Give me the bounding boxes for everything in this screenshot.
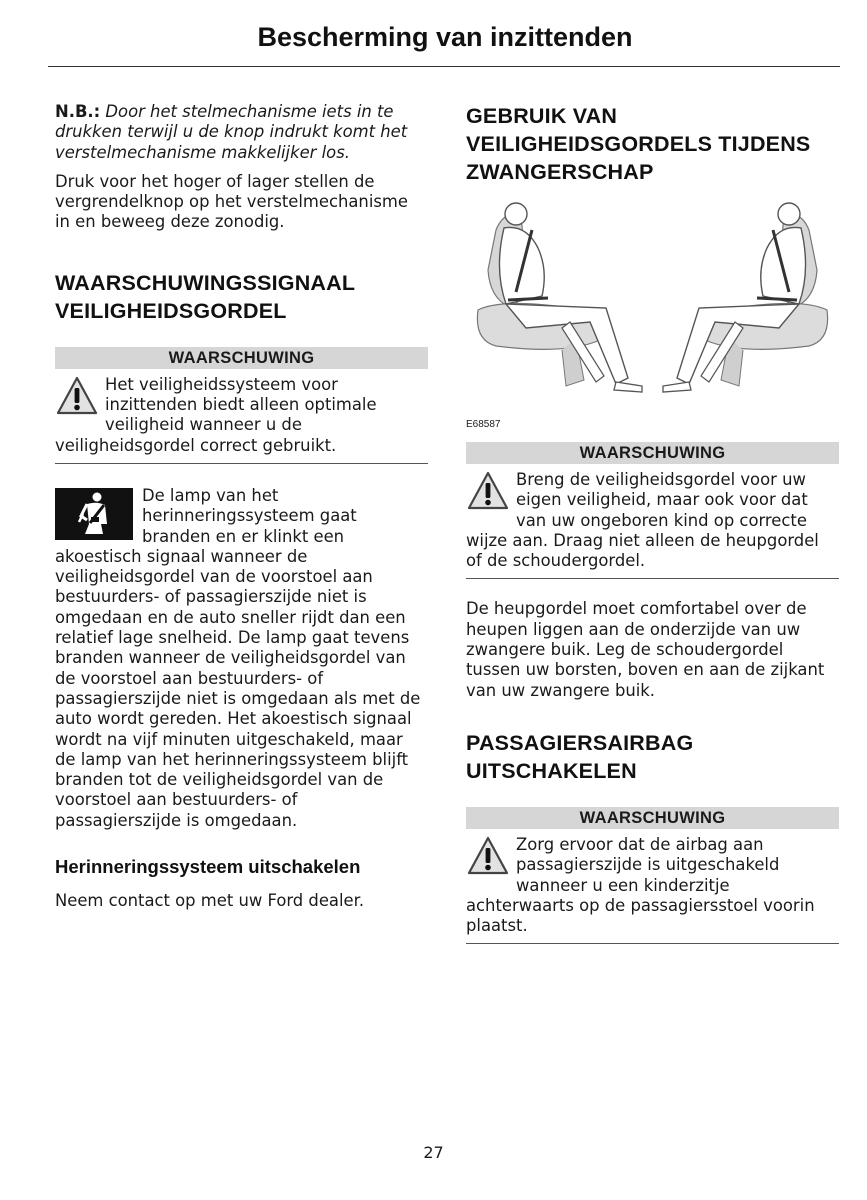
left-seat-figure (477, 203, 642, 392)
warning-text: Het veiligheidssysteem voor inzittenden biedt alleen optimale veiligheid wanneer u de veiligheidsgordel correct gebruikt. (55, 374, 377, 455)
adjust-paragraph: Druk voor het hoger of lager stellen de vergrendelknop op het verstelmechanisme in en beweeg deze zonodig. (55, 171, 408, 232)
right-column (466, 102, 839, 944)
right-seat-figure (663, 203, 828, 392)
left-column (55, 102, 428, 911)
page-title: Bescherming van inzittenden (257, 22, 633, 52)
pregnancy-seatbelt-illustration (466, 200, 839, 415)
lamp-block (55, 486, 428, 831)
warning-block-3 (466, 807, 839, 944)
page-number: 27 (423, 1143, 444, 1162)
warning-block-2 (466, 442, 839, 579)
section-title-pregnancy: GEBRUIK VAN VEILIGHEIDSGORDELS TIJDENS ZWANGERSCHAP (466, 104, 811, 184)
warning-triangle-icon (466, 470, 510, 512)
header-divider (48, 66, 840, 67)
warning-text: Breng de veiligheidsgordel voor uw eigen veiligheid, maar ook voor dat van uw ongeboren kind op correcte wijze aan. Draag niet alleen de heupgordel of de schoudergordel. (466, 470, 819, 571)
lamp-paragraph: De lamp van het herinneringssysteem gaat branden en er klinkt een akoestisch signaal wanneer de veiligheidsgordel van de voorstoel aan bestuurders- of passagierszijde niet is omgedaan en de auto sneller rijdt dan een relatief lage snelheid. De lamp gaat tevens branden wanneer de veiligheidsgordel van de voorstoel aan bestuurders- of passagierszijde niet is omgedaan als met de auto wordt gereden. Het akoestisch signaal wordt na vijf minuten uitgeschakeld, maar de lamp van het herinneringssysteem blijft branden tot de veiligheidsgordel van de voorstoel aan bestuurders- of passagierszijde is omgedaan. (55, 485, 421, 830)
seatbelt-reminder-icon (55, 488, 133, 540)
pregnancy-paragraph: De heupgordel moet comfortabel over de heupen liggen aan de onderzijde van uw zwangere buik. Leg de schoudergordel tussen uw borsten, boven en aan de zijkant van uw zwangere buik. (466, 599, 825, 700)
note (55, 102, 428, 163)
warning-text: Zorg ervoor dat de airbag aan passagierszijde is uitgeschakeld wanneer u een kinderzitje achterwaarts op de passagiersstoel voorin plaatst. (466, 834, 815, 936)
warning-triangle-icon (55, 375, 99, 417)
note-text: Door het stelmechanisme iets in te drukken terwijl u de knop indrukt komt het verstelmechanisme makkelijker los. (55, 102, 408, 162)
warning-header: WAARSCHUWING (55, 347, 428, 369)
figure-code: E68587 (466, 419, 501, 430)
warning-content (466, 464, 839, 579)
section-title-airbag: PASSAGIERSAIRBAG UITSCHAKELEN (466, 730, 694, 783)
warning-header: WAARSCHUWING (466, 807, 839, 829)
warning-block-1 (55, 347, 428, 464)
warning-header: WAARSCHUWING (466, 442, 839, 464)
warning-triangle-icon (466, 835, 510, 877)
warning-content (55, 369, 428, 464)
subsection-title-reminder-off: Herinneringssysteem uitschakelen (55, 856, 361, 878)
contact-paragraph: Neem contact op met uw Ford dealer. (55, 891, 365, 911)
section-title-belt-warning: WAARSCHUWINGSSIGNAAL VEILIGHEIDSGORDEL (55, 270, 355, 323)
note-label: N.B.: (55, 102, 101, 121)
warning-content (466, 829, 839, 944)
